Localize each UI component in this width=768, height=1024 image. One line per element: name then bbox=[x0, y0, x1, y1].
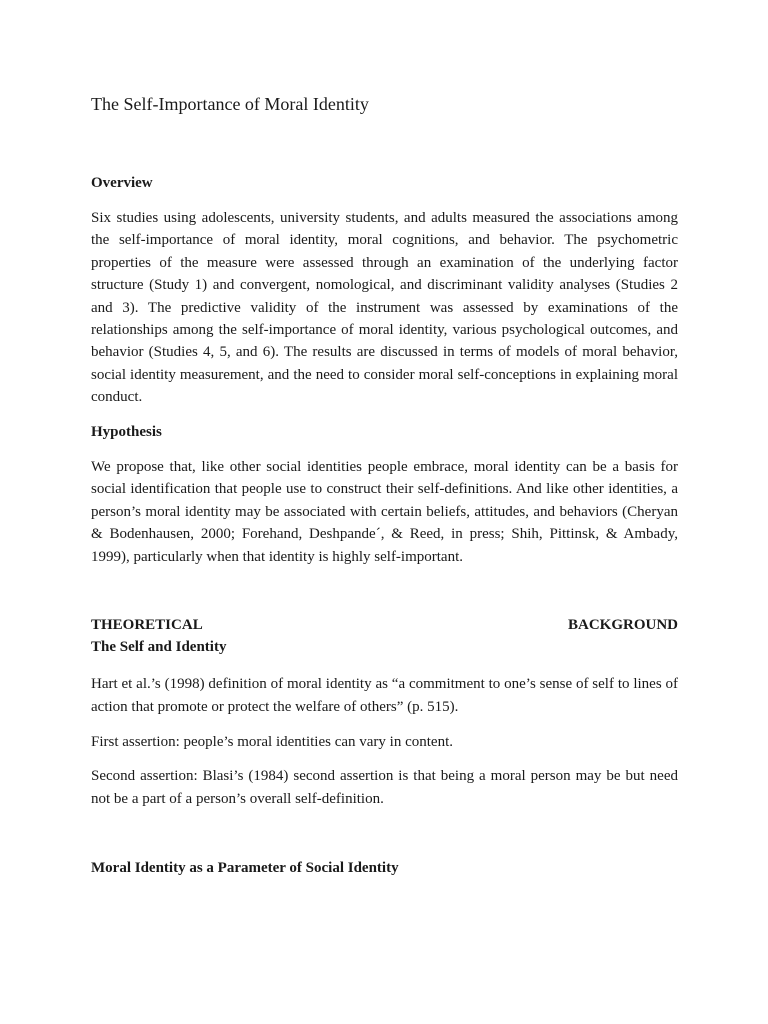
self-and-identity-heading: The Self and Identity bbox=[91, 639, 227, 655]
first-assertion-paragraph: First assertion: people’s moral identities can vary in content. bbox=[91, 734, 453, 750]
document-title: The Self-Importance of Moral Identity bbox=[91, 94, 369, 114]
overview-heading: Overview bbox=[91, 175, 153, 191]
social-identity-heading: Moral Identity as a Parameter of Social Identity bbox=[91, 860, 399, 876]
background-label: BACKGROUND bbox=[567, 617, 678, 633]
overview-paragraph: Six studies using adolescents, university students, and adults measured the associations among the self-importance of moral identity, moral cognitions, and behavior. The psychometric properties of the measure were assessed through an examination of the underlying factor structure (Study 1) and convergent, nomological, and discriminant validity analyses (Studies 2 and 3). The predictive validity of the instrument was assessed by examinations of the relationships among the self-importance of moral identity, various psychological outcomes, and behavior (Studies 4, 5, and 6). The results are discussed in terms of models of moral behavior, social identity measurement, and the need to consider moral self-conceptions in explaining moral conduct. bbox=[91, 210, 678, 406]
hypothesis-heading: Hypothesis bbox=[91, 424, 162, 440]
second-assertion-paragraph: Second assertion: Blasi’s (1984) second assertion is that being a moral person may be but need not be a part of a person’s overall self-definition. bbox=[91, 768, 678, 807]
definition-paragraph: Hart et al.’s (1998) definition of moral identity as “a commitment to one’s sense of self to lines of action that promote or protect the welfare of others” (p. 515). bbox=[91, 676, 678, 715]
theoretical-label: THEORETICAL bbox=[91, 617, 203, 633]
theoretical-background-heading bbox=[91, 617, 678, 634]
hypothesis-paragraph: We propose that, like other social identities people embrace, moral identity can be a basis for social identification that people use to construct their self-definitions. And like other identities, a person’s moral identity may be associated with certain beliefs, attitudes, and behaviors (Cheryan & Bodenhausen, 2000; Forehand, Deshpande´, & Reed, in press; Shih, Pittinsk, & Ambady, 1999), particularly when that identity is highly self-important. bbox=[91, 459, 678, 565]
